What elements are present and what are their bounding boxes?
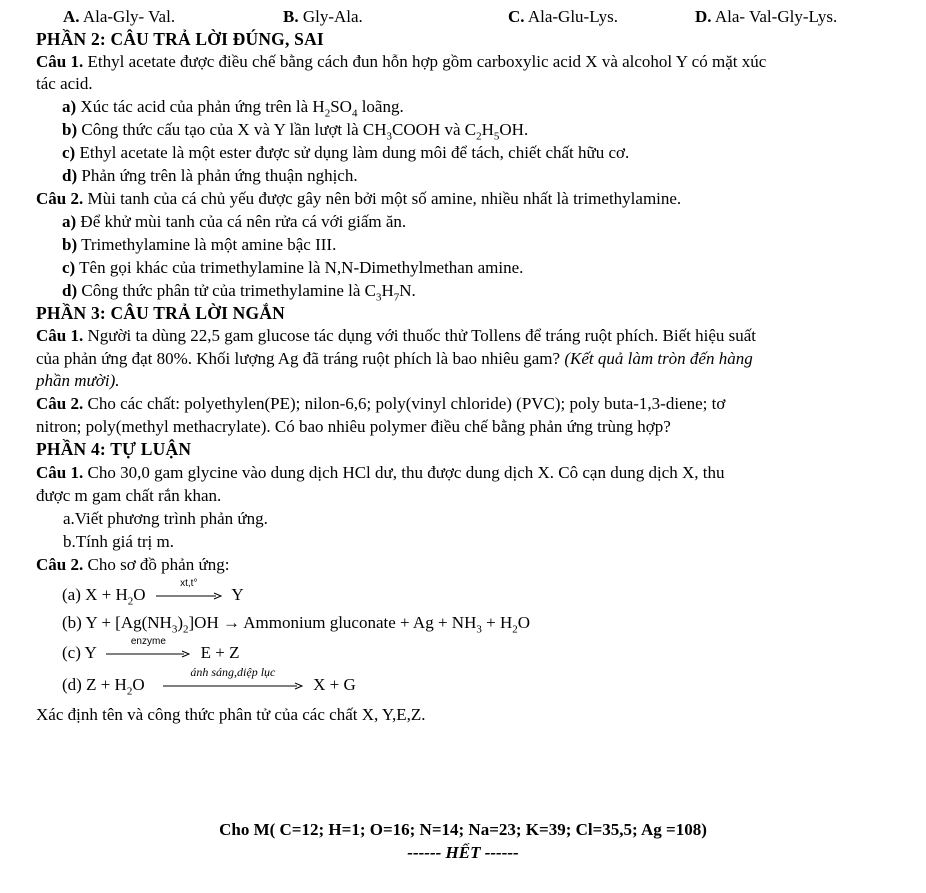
option-a-key: A.: [63, 7, 80, 26]
part2-heading: PHẦN 2: CÂU TRẢ LỜI ĐÚNG, SAI: [36, 29, 324, 49]
question-label: Câu 1.: [36, 463, 84, 482]
statement-key: a): [62, 212, 77, 231]
reaction-arrow: [106, 636, 190, 658]
arrow-label: ánh sáng,diệp lục: [190, 665, 276, 680]
option-b: [283, 6, 363, 28]
question-text: Người ta dùng 22,5 gam glucose tác dụng với thuốc thử Tollens để tráng ruột phích. Biết hiệu suất: [87, 326, 756, 345]
subscript: 2: [183, 623, 189, 636]
part2-q2-a: [62, 211, 406, 233]
part4-q1: [36, 462, 724, 484]
question-text: của phản ứng đạt 80%. Khối lượng Ag đã tráng ruột phích là bao nhiêu gam?: [36, 349, 561, 368]
statement-text: Xúc tác acid của phản ứng trên là H: [80, 97, 325, 116]
part2-q1: [36, 51, 766, 73]
part2-q2-c: [62, 257, 523, 279]
part4-q2: [36, 554, 229, 576]
question-label: Câu 2.: [36, 394, 84, 413]
reaction-text: (a) X + H: [62, 585, 128, 604]
part3-heading: PHẦN 3: CÂU TRẢ LỜI NGẮN: [36, 303, 285, 323]
end-marker: ------ HẾT ------: [407, 843, 519, 862]
part2-q1-line2: tác acid.: [36, 74, 93, 93]
reaction-a: [62, 578, 244, 608]
reaction-d: [62, 665, 356, 698]
reaction-text: ]OH → Ammonium gluconate + Ag + NH: [188, 613, 477, 632]
subscript: 3: [171, 623, 178, 636]
reaction-text: Y: [231, 585, 244, 604]
reaction-text: O: [517, 613, 531, 632]
reaction-text: X + G: [313, 675, 356, 694]
subscript: 2: [126, 685, 133, 698]
reaction-b: [62, 612, 530, 634]
question-text: Mùi tanh của cá chủ yếu được gây nên bởi một số amine, nhiều nhất là trimethylamine.: [87, 189, 682, 208]
option-d: [695, 6, 837, 28]
right-arrow-icon: [106, 650, 190, 658]
statement-key: c): [62, 258, 76, 277]
reaction-text: O: [132, 675, 145, 694]
right-arrow-icon: [163, 682, 303, 690]
option-c-key: C.: [508, 7, 525, 26]
part2-q1-c: [62, 142, 629, 164]
statement-key: c): [62, 143, 76, 162]
part2-q2-b: [62, 234, 336, 256]
molar-masses: Cho M( C=12; H=1; O=16; N=14; Na=23; K=39; Cl=35,5; Ag =108): [219, 820, 707, 839]
statement-key: d): [62, 166, 78, 185]
subscript: 2: [127, 595, 134, 608]
right-arrow-icon: [156, 592, 222, 600]
part3-q1-line3: phần mười).: [36, 371, 120, 390]
statement-text: Công thức cấu tạo của X và Y lần lượt là CH: [81, 120, 387, 139]
question-label: Câu 2.: [36, 189, 84, 208]
subscript: 3: [376, 291, 382, 304]
statement-text: SO: [330, 97, 352, 116]
option-c-text: Ala-Glu-Lys.: [527, 7, 619, 26]
statement-key: a): [62, 97, 77, 116]
option-d-key: D.: [695, 7, 712, 26]
question-text: Cho sơ đồ phản ứng:: [87, 555, 230, 574]
statement-key: b): [62, 235, 78, 254]
statement-text: OH.: [499, 120, 529, 139]
statement-text: N.: [399, 281, 416, 300]
subscript: 3: [476, 623, 482, 636]
arrow-label: enzyme: [130, 636, 166, 648]
part4-q2-task: Xác định tên và công thức phân tử của các chất X, Y,E,Z.: [36, 705, 426, 724]
reaction-text: (d) Z + H: [62, 675, 127, 694]
statement-text: H: [381, 281, 394, 300]
reaction-text: (c) Y: [62, 643, 97, 662]
reaction-text: + H: [481, 613, 513, 632]
option-b-key: B.: [283, 7, 299, 26]
statement-key: b): [62, 120, 78, 139]
statement-text: H: [481, 120, 494, 139]
part3-q2: [36, 393, 725, 415]
part2-q1-d: [62, 165, 358, 187]
question-label: Câu 2.: [36, 555, 84, 574]
subscript: 4: [351, 107, 358, 120]
statement-text: Trimethylamine là một amine bậc III.: [81, 235, 337, 254]
part2-q2: [36, 188, 681, 210]
part3-q1: [36, 325, 756, 347]
option-a-text: Ala-Gly- Val.: [82, 7, 176, 26]
statement-text: Ethyl acetate là một ester được sử dụng làm dung môi để tách, chiết chất hữu cơ.: [75, 143, 630, 162]
reaction-text: (b) Y + [Ag(NH: [62, 613, 172, 632]
part4-q1-a: a.Viết phương trình phản ứng.: [63, 509, 268, 528]
reaction-arrow: [163, 665, 303, 690]
part4-q1-b: b.Tính giá trị m.: [63, 532, 174, 551]
reaction-text: ): [177, 613, 183, 632]
part3-q1-line2: [36, 348, 753, 370]
part3-q2-line2: nitron; poly(methyl methacrylate). Có bao nhiêu polymer điều chế bằng phản ứng trùng hợp?: [36, 417, 671, 436]
reaction-text: O: [133, 585, 146, 604]
statement-text: COOH và C: [392, 120, 477, 139]
option-d-text: Ala- Val-Gly-Lys.: [714, 7, 838, 26]
part4-heading: PHẦN 4: TỰ LUẬN: [36, 439, 192, 459]
arrow-label: xt,t°: [180, 578, 198, 590]
subscript: 3: [386, 130, 393, 143]
option-a: [63, 6, 175, 28]
question-label: Câu 1.: [36, 52, 84, 71]
part4-q1-line2: được m gam chất rắn khan.: [36, 486, 222, 505]
reaction-text: E + Z: [200, 643, 240, 662]
rounding-note: (Kết quả làm tròn đến hàng: [564, 349, 753, 368]
option-b-text: Gly-Ala.: [302, 7, 363, 26]
question-text: Ethyl acetate được điều chế bằng cách đun hỗn hợp gồm carboxylic acid X và alcohol Y có mặt xúc: [87, 52, 767, 71]
subscript: 2: [324, 107, 331, 120]
subscript: 2: [512, 623, 518, 636]
subscript: 2: [476, 130, 482, 143]
statement-text: Tên gọi khác của trimethylamine là N,N-Dimethylmethan amine.: [79, 258, 524, 277]
part2-q2-d: [62, 280, 416, 302]
question-label: Câu 1.: [36, 326, 84, 345]
reaction-c: [62, 636, 240, 664]
statement-text: Công thức phân tử của trimethylamine là C: [81, 281, 376, 300]
statement-text: Để khử mùi tanh của cá nên rửa cá với giấm ăn.: [80, 212, 407, 231]
statement-text: loãng.: [357, 97, 404, 116]
question-text: Cho 30,0 gam glycine vào dung dịch HCl dư, thu được dung dịch X. Cô cạn dung dịch X, thu: [87, 463, 725, 482]
option-c: [508, 6, 618, 28]
statement-text: Phản ứng trên là phản ứng thuận nghịch.: [81, 166, 358, 185]
part2-q1-a: [62, 96, 404, 118]
reaction-arrow: [156, 578, 222, 600]
subscript: 7: [393, 291, 400, 304]
question-text: Cho các chất: polyethylen(PE); nilon-6,6; poly(vinyl chloride) (PVC); poly buta-1,3-diene; tơ: [87, 394, 726, 413]
statement-key: d): [62, 281, 78, 300]
part2-q1-b: [62, 119, 528, 141]
subscript: 5: [493, 130, 500, 143]
